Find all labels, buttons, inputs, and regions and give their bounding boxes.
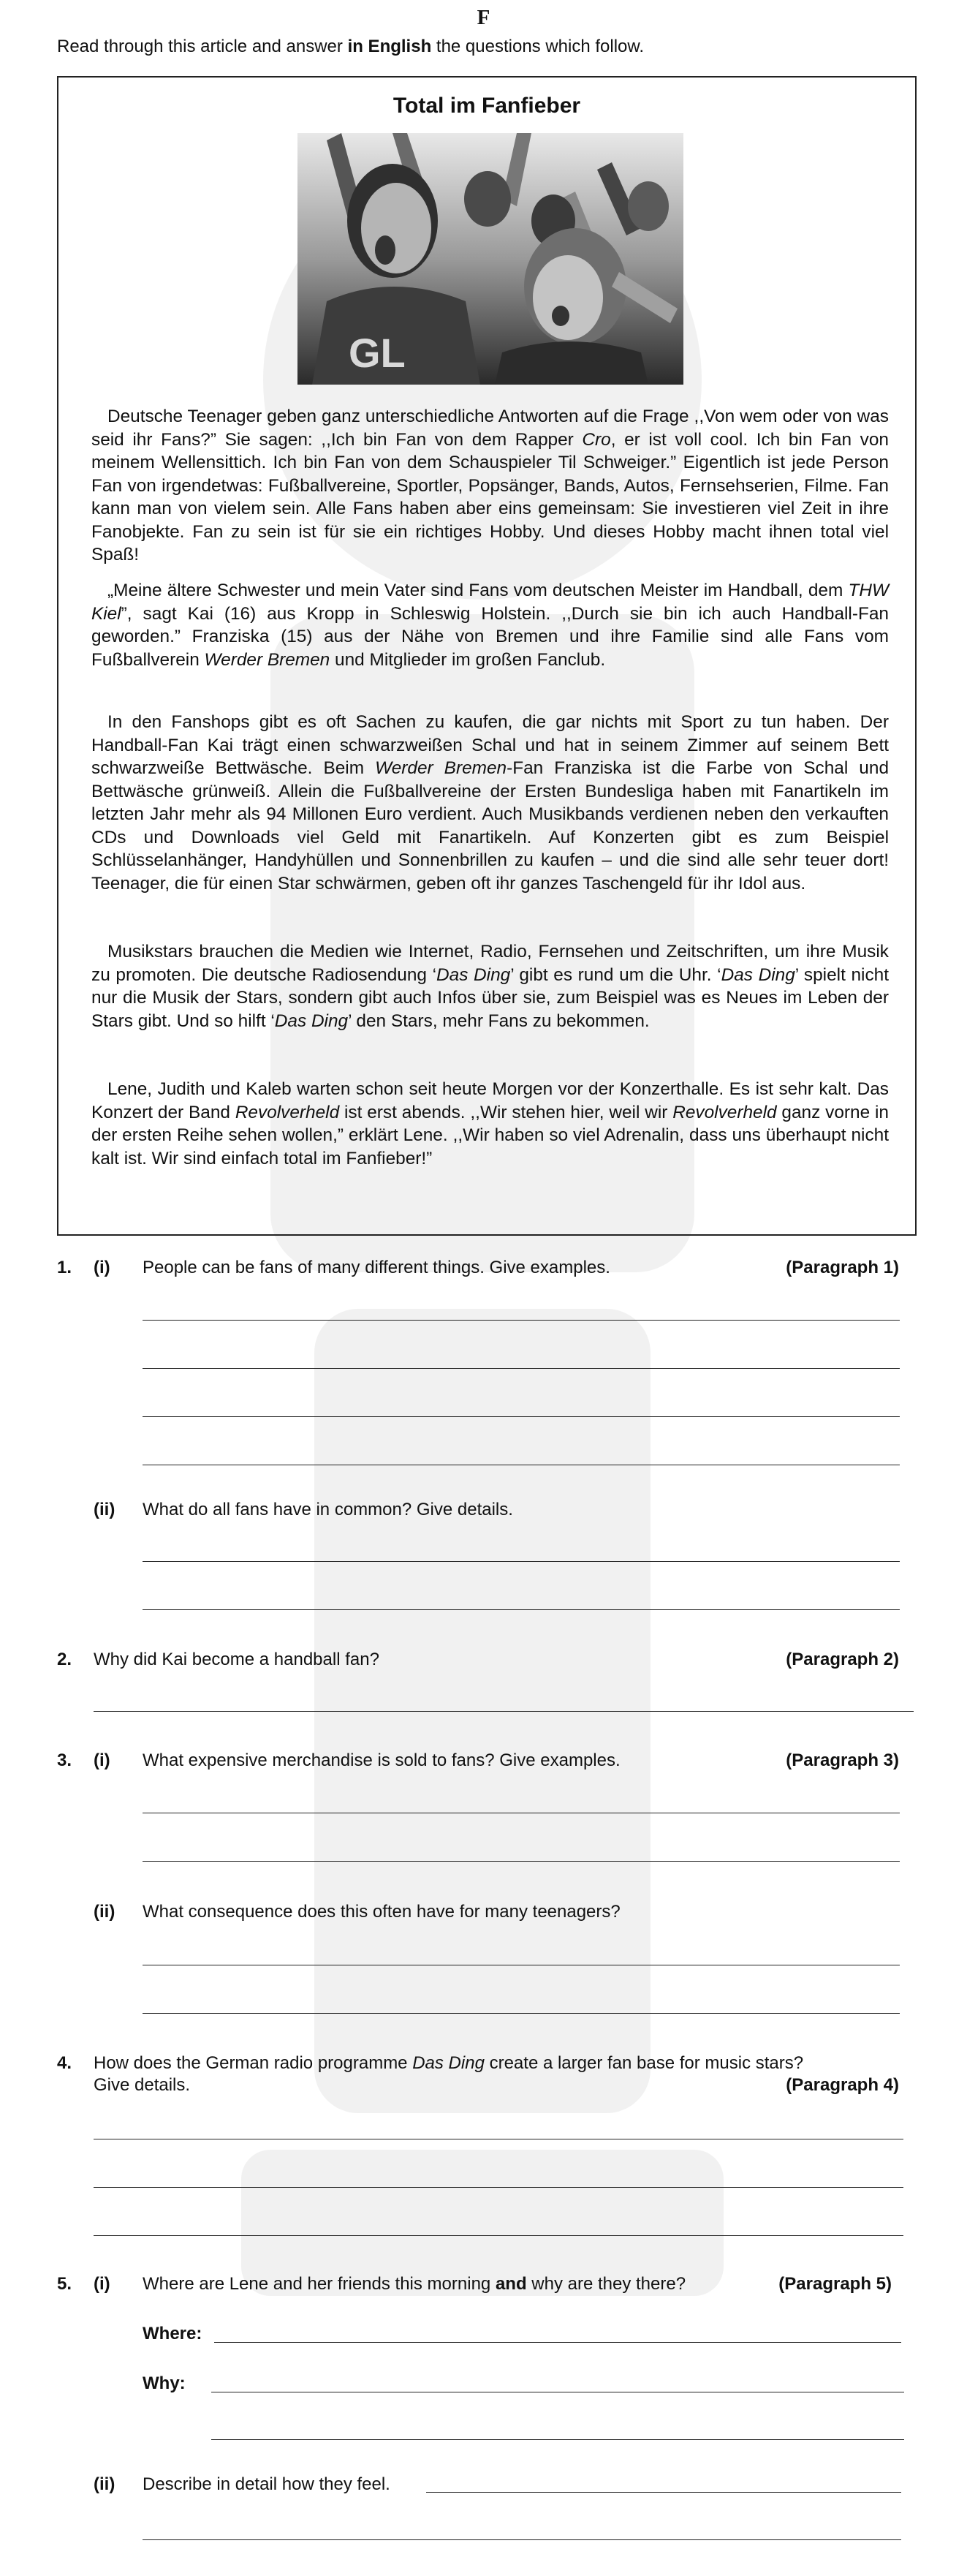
q1-number: 1. (57, 1258, 72, 1277)
q1-ii-text: What do all fans have in common? Give details. (143, 1500, 513, 1519)
q5-why-label: Why: (143, 2373, 186, 2393)
q4-text: How does the German radio programme Das Ding create a larger fan base for music stars? (94, 2053, 804, 2073)
concert-crowd-photo-icon (297, 133, 683, 385)
q5-i-reference: (Paragraph 5) (778, 2274, 892, 2294)
q4-answer-line-3[interactable] (94, 2235, 903, 2236)
q2-number: 2. (57, 1650, 72, 1669)
q3-ii-text: What consequence does this often have for many teenagers? (143, 1902, 621, 1922)
section-letter: F (477, 6, 490, 29)
q3-i-answer-line-2[interactable] (143, 1861, 900, 1862)
q5-part-ii: (ii) (94, 2474, 115, 2494)
q1-part-i: (i) (94, 1258, 110, 1277)
q2-reference: (Paragraph 2) (786, 1650, 899, 1669)
q5-where-answer-line[interactable] (214, 2342, 901, 2343)
article-paragraph-4: Musikstars brauchen die Medien wie Internet, Radio, Fernsehen und Zeitschriften, um ihre Musik zu promoten. Die deutsche Radiosendung ‘Das Ding’ gibt es rund um die Uhr. ‘Das Ding’ spielt nicht nur die Musik der Stars, sondern gibt auch Infos über sie, zum Beispiel was es Neues im Leben der Stars gibt. Und so hilft ‘Das Ding’ den Stars, mehr Fans zu bekommen. (91, 942, 889, 1031)
q5-i-text: Where are Lene and her friends this morning and why are they there? (143, 2274, 686, 2294)
q2-answer-line[interactable] (94, 1711, 914, 1712)
q4-reference: (Paragraph 4) (786, 2075, 899, 2095)
article-paragraph-2: „Meine ältere Schwester und mein Vater sind Fans vom deutschen Meister im Handball, dem THW Kiel”, sagt Kai (16) aus Kropp in Schleswig Holstein. ,,Durch sie bin ich auch Handball-Fan geworden.” Franziska (15) aus der Nähe von Bremen und ihre Familie sind alle Fans vom Fußballverein Werder Bremen und Mitglieder im großen Fanclub. (91, 581, 889, 670)
q5-why-answer-line-2[interactable] (211, 2439, 904, 2440)
q5-ii-text: Describe in detail how they feel. (143, 2474, 390, 2494)
q1-i-answer-line-2[interactable] (143, 1368, 900, 1369)
article-paragraph-1: Deutsche Teenager geben ganz unterschiedliche Antworten auf die Frage ,,Von wem oder von was seid ihr Fans?” Sie sagen: ,,Ich bin Fan von dem Rapper Cro, er ist voll cool. Ich bin Fan von meinem Wellensittich. Ich bin Fan von dem Schauspieler Til Schweiger.” Eigentlich ist jede Person Fan von irgendetwas: Fußballvereine, Sportler, Popsänger, Bands, Autos, Fernsehserien, Filme. Fan kann man von vielem sein. Alle Fans haben aber eins gemeinsam: Sie investieren viel Zeit in ihre Fanobjekte. Fan zu sein ist für sie ein richtiges Hobby. Und dieses Hobby macht ihnen total viel Spaß! (91, 407, 889, 564)
svg-text:GL: GL (349, 330, 406, 376)
q3-ii-answer-line-2[interactable] (143, 2013, 900, 2014)
article-title: Total im Fanfieber (393, 94, 581, 118)
q3-part-i: (i) (94, 1750, 110, 1770)
q2-text: Why did Kai become a handball fan? (94, 1650, 379, 1669)
q3-i-reference: (Paragraph 3) (786, 1750, 899, 1770)
q5-where-label: Where: (143, 2324, 202, 2343)
q3-number: 3. (57, 1750, 72, 1770)
q1-part-ii: (ii) (94, 1500, 115, 1519)
article-box (57, 76, 917, 1236)
q1-i-answer-line-1[interactable] (143, 1320, 900, 1321)
q1-i-answer-line-3[interactable] (143, 1416, 900, 1417)
q1-i-reference: (Paragraph 1) (786, 1258, 899, 1277)
q5-part-i: (i) (94, 2274, 110, 2294)
q4-text-line-2: Give details. (94, 2075, 191, 2095)
q5-number: 5. (57, 2274, 72, 2294)
q1-i-text: People can be fans of many different things. Give examples. (143, 1258, 610, 1277)
q1-ii-answer-line-2[interactable] (143, 1609, 900, 1610)
article-paragraph-3: In den Fanshops gibt es oft Sachen zu kaufen, die gar nichts mit Sport zu tun haben. Der Handball-Fan Kai trägt einen schwarzweißen Schal und hat in seinem Zimmer auf seinem Bett schwarzweiße Bettwäsche. Beim Werder Bremen-Fan Franziska ist die Farbe von Schal und Bettwäsche grünweiß. Allein die Fußballvereine der Ersten Bundesliga haben mit Fanartikeln im letzten Jahr mehr als 94 Millonen Euro verdient. Auch Musikbands verdienen neben den verkauften CDs und Downloads viel Geld mit Fanartikeln. Auf Konzerten gibt es zum Beispiel Schlüsselanhänger, Handyhüllen und Sonnenbrillen zu kaufen – und die sind alle sehr teuer dort! Teenager, die für einen Star schwärmen, geben oft ihr ganzes Taschengeld für ihr Idol aus. (91, 712, 890, 894)
q1-ii-answer-line-1[interactable] (143, 1561, 900, 1562)
instructions: Read through this article and answer in English the questions which follow. (57, 37, 645, 56)
q4-number: 4. (57, 2053, 72, 2073)
q3-part-ii: (ii) (94, 1902, 115, 1922)
q5-ii-answer-line-2[interactable] (143, 2539, 901, 2540)
q4-answer-line-2[interactable] (94, 2187, 903, 2188)
q3-i-text: What expensive merchandise is sold to fans? Give examples. (143, 1750, 621, 1770)
q5-ii-answer-line-1[interactable] (426, 2492, 901, 2493)
article-paragraph-5: Lene, Judith und Kaleb warten schon seit heute Morgen vor der Konzerthalle. Es ist sehr kalt. Das Konzert der Band Revolverheld ist erst abends. ,,Wir stehen hier, weil wir Revolverheld ganz vorne in der ersten Reihe sehen wollen,” erklärt Lene. ,,Wir haben so viel Adrenalin, dass uns überhaupt nicht kalt ist. Wir sind einfach total im Fanfieber!” (91, 1079, 889, 1168)
